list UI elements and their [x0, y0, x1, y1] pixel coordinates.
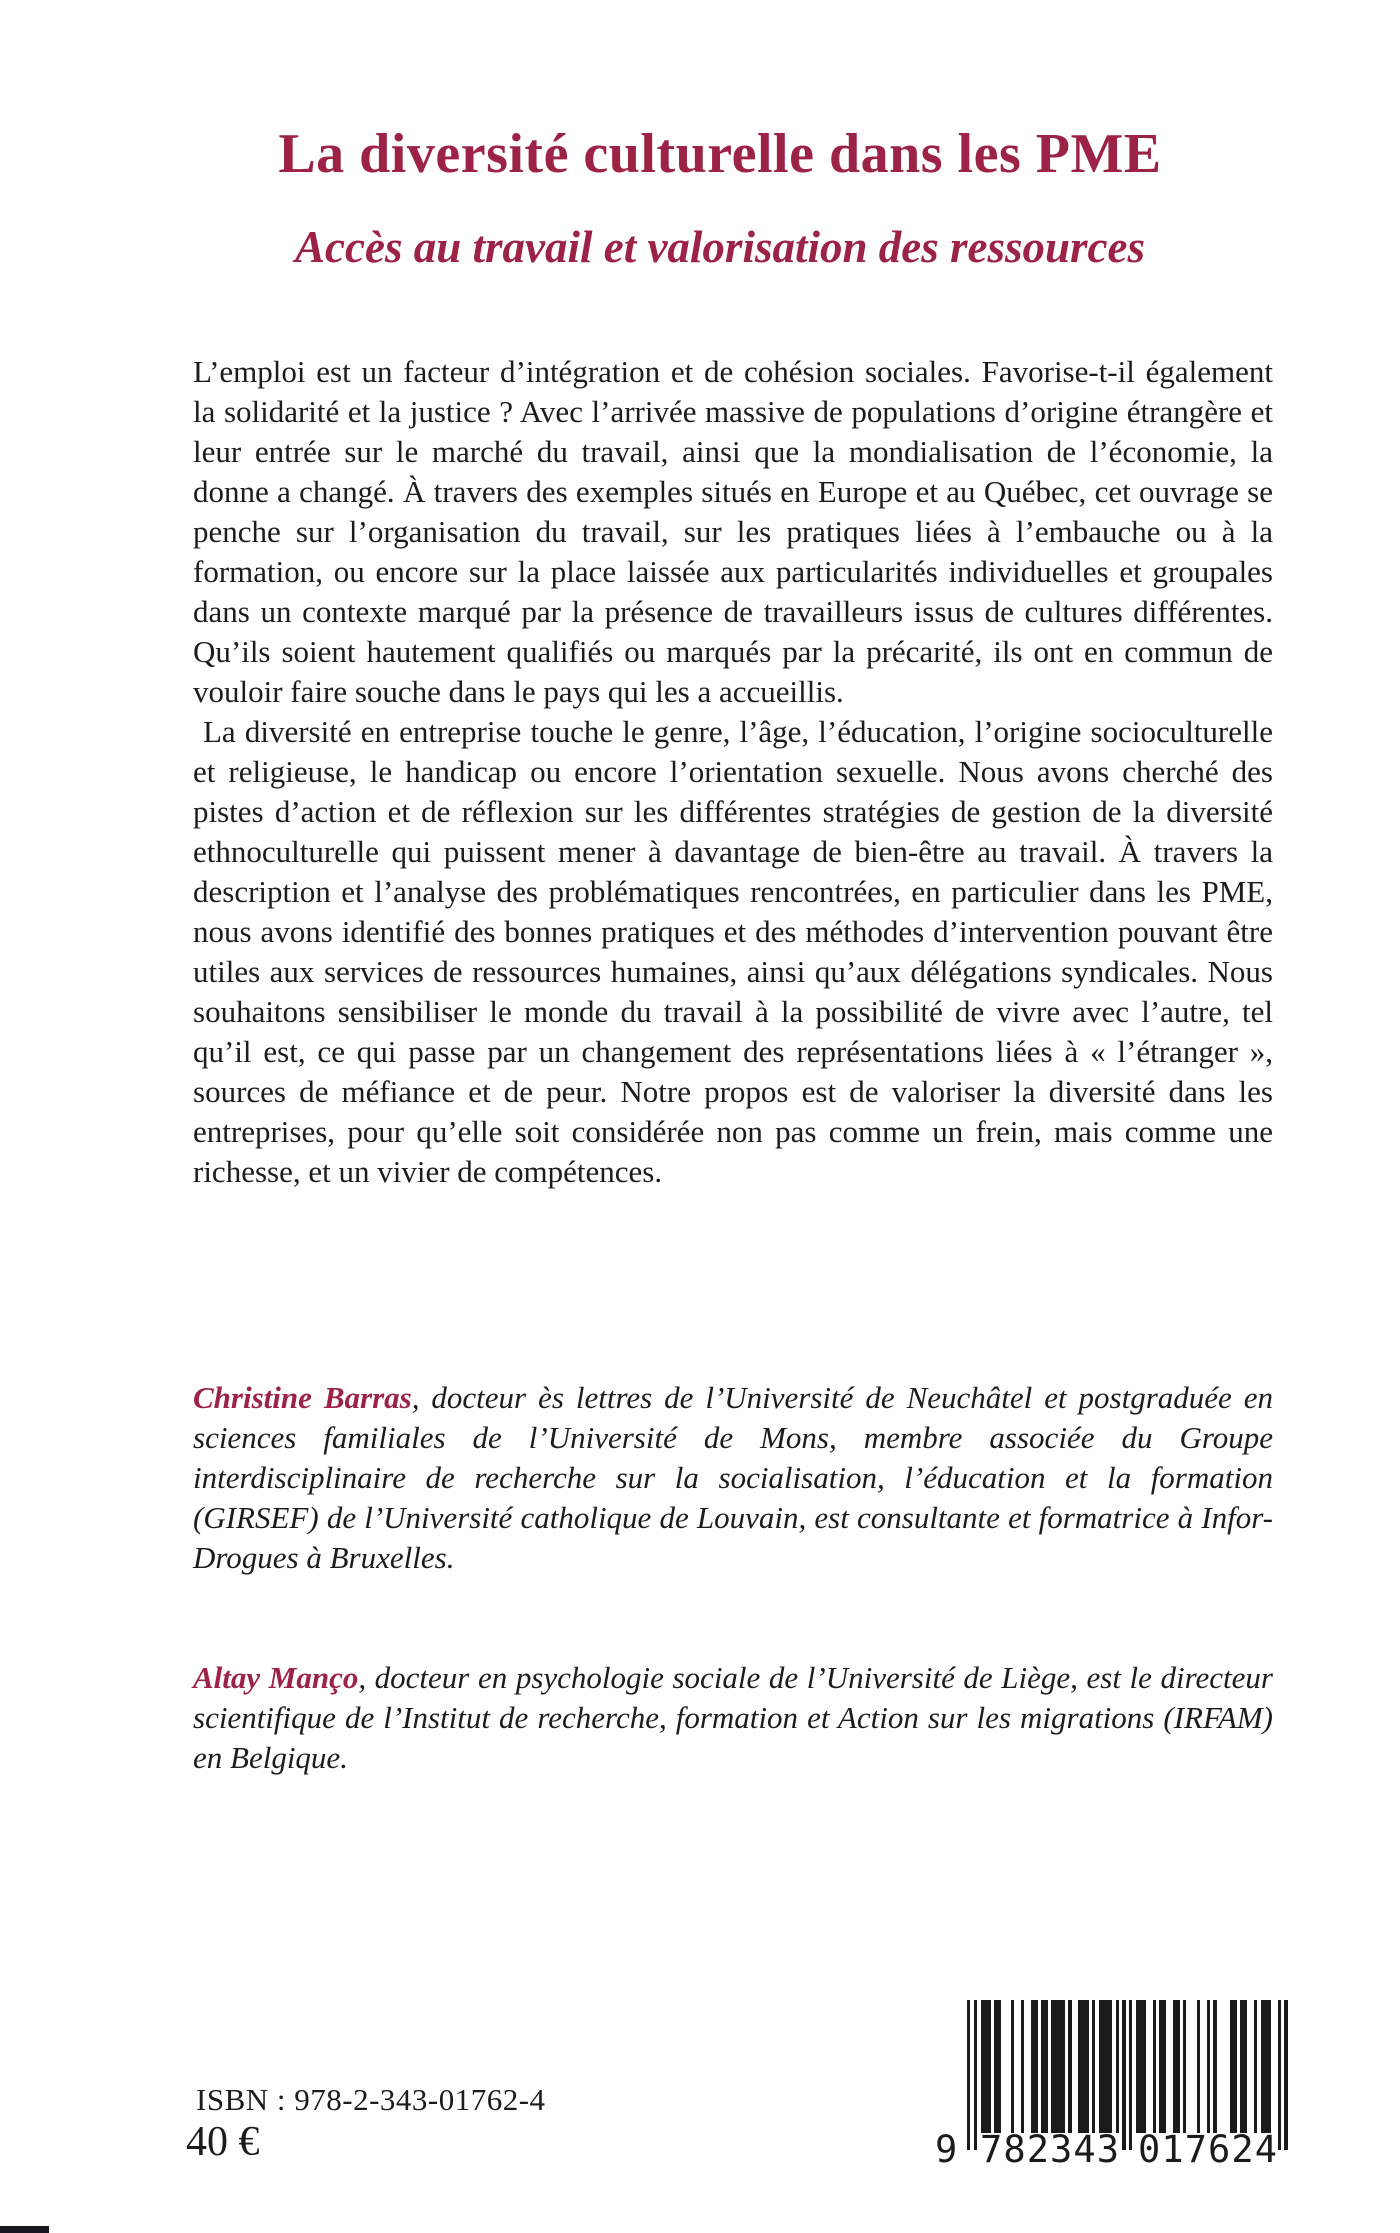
- barcode-digits-left: [980, 2128, 1119, 2171]
- book-title: La diversité culturelle dans les PME: [278, 122, 1162, 185]
- synopsis-paragraph-1: L’emploi est un facteur d’intégration et de cohésion sociales. Favorise-t-il également la solidarité et la justice ? Avec l’arrivée massive de populations d’origine étrangère et leur entrée sur le marché du travail, ainsi que la mondialisation de l’économie, la donne a changé. À travers des exemples situés en Europe et au Québec, cet ouvrage se penche sur l’organisation du travail, sur les pratiques liées à l’embauche ou à la formation, ou encore sur la place laissée aux particularités individuelles et groupales dans un contexte marqué par la présence de travailleurs issus de cultures différentes. Qu’ils soient hautement qualifiés ou marqués par la précarité, ils ont en commun de vouloir faire souche dans le pays qui les a accueillis.: [193, 354, 1273, 709]
- price-label: 40 €: [186, 2119, 260, 2165]
- author-bio-text: , docteur en psychologie sociale de l’Université de Liège, est le directeur scientifique de l’Institut de recherche, formation et Action sur les migrations (IRFAM) en Belgique.: [193, 1660, 1273, 1775]
- corner-crop-mark: [0, 2226, 49, 2233]
- synopsis-paragraph-2: La diversité en entreprise touche le genre, l’âge, l’éducation, l’origine socioculturelle et religieuse, le handicap ou encore l’orientation sexuelle. Nous avons cherché des pistes d’action et de réflexion sur les différentes stratégies de gestion de la diversité ethnoculturelle qui puissent mener à davantage de bien-être au travail. À travers la description et l’analyse des problématiques rencontrées, en particulier dans les PME, nous avons identifié des bonnes pratiques et des méthodes d’intervention pouvant être utiles aux services de ressources humaines, ainsi qu’aux délégations syndicales. Nous souhaitons sensibiliser le monde du travail à la possibilité de vivre avec l’autre, tel qu’il est, ce qui passe par un changement des représentations liées à « l’étranger », sources de méfiance et de peur. Notre propos est de valoriser la diversité dans les entreprises, pour qu’elle soit considérée non pas comme un frein, mais comme une richesse, et un vivier de compétences.: [193, 714, 1273, 1189]
- barcode-digit: 1: [1161, 2128, 1184, 2171]
- barcode-digit: 3: [1050, 2128, 1073, 2171]
- barcode-digit: 4: [1073, 2128, 1096, 2171]
- author-bio-christine-barras: [193, 1378, 1273, 1578]
- barcode-digit: 7: [1184, 2128, 1207, 2171]
- author-bio-altay-manco: [193, 1658, 1273, 1778]
- barcode-digit: 2: [1231, 2128, 1254, 2171]
- synopsis: [193, 352, 1273, 1192]
- barcode-digits-right: [1138, 2128, 1277, 2171]
- barcode-digit: 4: [1254, 2128, 1277, 2171]
- barcode-digit: 8: [1003, 2128, 1026, 2171]
- barcode-digit: 6: [1208, 2128, 1231, 2171]
- barcode-digit: 3: [1096, 2128, 1119, 2171]
- barcode-digit: 2: [1026, 2128, 1049, 2171]
- book-subtitle: Accès au travail et valorisation des ressources: [295, 222, 1145, 273]
- author-bio-text: , docteur ès lettres de l’Université de Neuchâtel et postgraduée en sciences familiales de l’Université de Mons, membre associée du Groupe interdisciplinaire de recherche sur la socialisation, l’éducation et la formation (GIRSEF) de l’Université catholique de Louvain, est consultante et formatrice à Infor-Drogues à Bruxelles.: [193, 1380, 1273, 1575]
- barcode-first-digit: 9: [935, 2128, 958, 2171]
- barcode-digit: 7: [980, 2128, 1003, 2171]
- barcode-digit: 0: [1138, 2128, 1161, 2171]
- barcode-digits: [935, 2128, 1289, 2171]
- author-name: Altay Manço: [193, 1660, 359, 1695]
- ean13-barcode: [935, 2000, 1289, 2171]
- isbn-label: ISBN : 978-2-343-01762-4: [196, 2082, 546, 2117]
- author-name: Christine Barras: [193, 1380, 412, 1415]
